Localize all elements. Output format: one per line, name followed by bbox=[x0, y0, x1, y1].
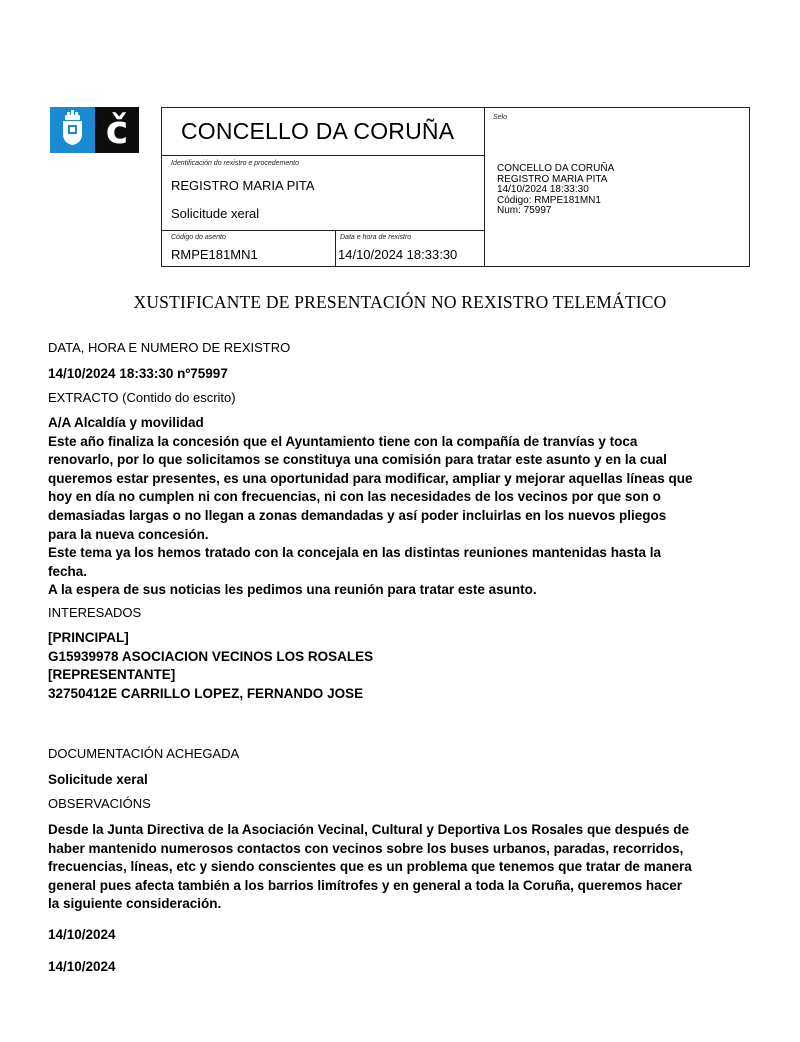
datetime-box bbox=[336, 231, 484, 266]
observations-line: haber mantenido numerosos contactos con vecinos sobre los buses urbanos, paradas, recorridos, bbox=[48, 840, 684, 856]
seal-lines bbox=[497, 164, 614, 217]
interested-line: [REPRESENTANTE] bbox=[48, 667, 176, 683]
observations-text bbox=[48, 821, 763, 914]
seal-line: REGISTRO MARIA PITA bbox=[497, 173, 608, 185]
datetime-caption: Data e hora de rexistro bbox=[340, 234, 412, 241]
extract-line: hoy en día no cumplen ni con frecuencias, ni con las necesidades de los vecinos por que son o bbox=[48, 489, 661, 505]
registry-label: DATA, HORA E NUMERO DE REXISTRO bbox=[48, 340, 291, 355]
extract-line: fecha. bbox=[48, 563, 88, 579]
extract-line: A la espera de sus noticias les pedimos una reunión para tratar este asunto. bbox=[48, 582, 537, 598]
extract-text bbox=[48, 414, 763, 600]
extract-line: demasiadas largas o no llegan a zonas demandadas y así poder incluirlas en los nuevos pliegos bbox=[48, 507, 667, 523]
observations-label: OBSERVACIÓNS bbox=[48, 796, 151, 811]
interested-list bbox=[48, 629, 763, 703]
documentation-label: DOCUMENTACIÓN ACHEGADA bbox=[48, 746, 240, 761]
coat-of-arms-icon bbox=[50, 107, 95, 153]
observations-line: la siguiente consideración. bbox=[48, 896, 222, 912]
observations-line: frecuencias, líneas, etc y siendo conscientes que es un problema que tenemos que tratar de manera bbox=[48, 859, 692, 875]
observations-line: Desde la Junta Directiva de la Asociación Vecinal, Cultural y Deportiva Los Rosales que después de bbox=[48, 822, 689, 837]
registry-datetime: 14/10/2024 18:33:30 bbox=[338, 247, 458, 262]
registry-box bbox=[162, 156, 484, 231]
entry-code: RMPE181MN1 bbox=[171, 247, 258, 262]
logo-letter: č bbox=[95, 107, 139, 153]
date-line: 14/10/2024 bbox=[48, 959, 116, 974]
seal-box bbox=[485, 108, 749, 266]
entry-code-box bbox=[162, 231, 336, 266]
extract-line: Este año finaliza la concesión que el Ayuntamiento tiene con la compañía de tranvías y toca bbox=[48, 433, 638, 449]
registry-caption: Identificación do rexistro e procedemento bbox=[171, 160, 300, 167]
interested-line: [PRINCIPAL] bbox=[48, 630, 129, 645]
header-left-column bbox=[162, 108, 485, 266]
extract-line: renovarlo, por lo que solicitamos se constituya una comisión para tratar este asunto y en la cual bbox=[48, 452, 667, 468]
seal-caption: Selo bbox=[493, 114, 508, 121]
seal-line: Código: RMPE181MN1 bbox=[497, 194, 601, 206]
date-line: 14/10/2024 bbox=[48, 927, 116, 942]
seal-line: CONCELLO DA CORUÑA bbox=[497, 163, 615, 174]
interested-line: 32750412E CARRILLO LOPEZ, FERNANDO JOSE bbox=[48, 685, 364, 701]
organization-box bbox=[162, 108, 484, 156]
entry-code-caption: Código do asento bbox=[171, 234, 226, 241]
extract-line: queremos estar presentes, es una oportunidad para modificar, ampliar y mejorar aquellas líneas que bbox=[48, 470, 693, 486]
city-logo bbox=[50, 107, 139, 153]
extract-line: Este tema ya los hemos tratado con la concejala en las distintas reuniones mantenidas hasta la bbox=[48, 545, 661, 561]
registry-header bbox=[161, 107, 750, 267]
seal-line: Num: 75997 bbox=[497, 205, 552, 216]
seal-line: 14/10/2024 18:33:30 bbox=[497, 184, 589, 195]
organization-name: CONCELLO DA CORUÑA bbox=[181, 118, 455, 144]
interested-line: G15939978 ASOCIACION VECINOS LOS ROSALES bbox=[48, 648, 374, 664]
procedure-name: Solicitude xeral bbox=[171, 206, 260, 221]
document-title: XUSTIFICANTE DE PRESENTACIÓN NO REXISTRO TELEMÁTICO bbox=[133, 292, 667, 312]
extract-line: A/A Alcaldía y movilidad bbox=[48, 415, 204, 430]
interested-label: INTERESADOS bbox=[48, 605, 142, 620]
registry-value: 14/10/2024 18:33:30 nº75997 bbox=[48, 366, 228, 381]
extract-label: EXTRACTO (Contido do escrito) bbox=[48, 390, 236, 405]
registry-name: REGISTRO MARIA PITA bbox=[171, 178, 315, 193]
documentation-value: Solicitude xeral bbox=[48, 772, 148, 787]
observations-line: general pues afecta también a los barrios limítrofes y en general a toda la Coruña, queremos hacer bbox=[48, 877, 682, 893]
extract-line: para la nueva concesión. bbox=[48, 526, 209, 542]
